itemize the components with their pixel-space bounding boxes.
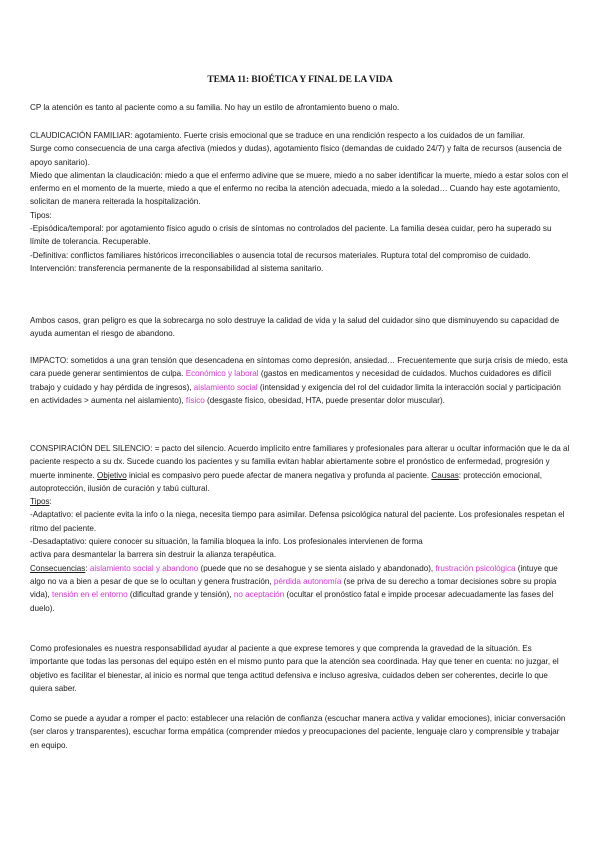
consecuencias-text-2: (intuye que algo no va a bien a pesar de que se lo ocultan y genera frustración,	[30, 563, 558, 586]
consecuencia-perdida-autonomia: pérdida autonomía	[273, 576, 342, 586]
objetivo-label: Objetivo	[97, 470, 127, 480]
consecuencia-no-aceptacion: no aceptación	[233, 590, 285, 600]
romper-pacto-paragraph: Como se puede a ayudar a romper el pacto: establecer una relación de confianza (escuchar manera activa y validar emociones), iniciar conversación (ser claros y transparentes), escuchar forma empática (comprender miedos y preocupaciones del paciente, lenguaje claro y comprensible y trabajar en equipo.	[30, 714, 566, 750]
impacto-highlight-fisico: físico	[185, 395, 205, 405]
impacto-text-3: (intensidad y exigencia del rol del cuidador limita la interacción social y participación en actividades > aumenta nel aislamiento),	[30, 382, 561, 405]
conspiracion-text-3: : protección emocional, autoprotección, ilusión de curación y tabú cultural.	[30, 470, 543, 493]
profesionales-paragraph: Como profesionales es nuestra responsabilidad ayudar al paciente a que exprese temores y que comprenda la gravedad de la situación. Es importante que todas las personas del equipo estén en el mismo punto para que la atención sea coordinada. Hay que tener en cuenta: no juzgar, el objetivo es facilitar el bienestar, al inicio es normal que tenga actitud defensiva e incluso agresiva, cuidados deben ser coherentes, decirle lo que quiera saber.	[30, 644, 559, 693]
ambos-paragraph: Ambos casos, gran peligro es que la sobrecarga no solo destruye la calidad de vida y la salud del cuidador sino que disminuyendo su capacidad de ayuda aumentan el riesgo de abandono.	[30, 316, 560, 339]
conspiracion-section	[30, 442, 570, 615]
impacto-text-2: (gastos en medicamentos y necesidad de cuidados. Muchos cuidadores es difícil trabajo y cuidado y hay pérdida de ingresos),	[30, 369, 552, 392]
tipo-desadaptativo-2: activa para desmantelar la barrera sin destruir la alianza terapéutica.	[30, 550, 277, 560]
impacto-text-1: IMPACTO: sometidos a una gran tensión que desencadena en síntomas como depresión, ansiedad… Frecuentemente que surja crisis de miedo, esta cara puede generar sentimientos de culpa.	[30, 356, 568, 379]
claudicacion-tipo-definitiva: -Definitiva: conflictos familiares históricos irreconciliables o ausencia total de recursos materiales. Ruptura total del compromiso de cuidado. Intervención: transferencia permanente de la responsabilidad al sistema sanitario.	[30, 250, 531, 273]
tipo-adaptativo: -Adaptativo: el paciente evita la info o la niega, necesita tiempo para asimilar. Defensa psicológica natural del paciente. Los profesionales respetan el ritmo del paciente.	[30, 510, 565, 533]
consecuencias-text-1: (puede que no se desahogue y se sienta aislado y abandonado),	[198, 563, 436, 573]
claudicacion-heading: CLAUDICACIÓN FAMILIAR: agotamiento. Fuerte crisis emocional que se traduce en una rendición respecto a los cuidados de un familiar.	[30, 131, 525, 140]
claudicacion-tipos-label: Tipos:	[30, 210, 52, 220]
consecuencias-text-5: (ocultar el pronóstico fatal e impide procesar adecuadamente las fases del duelo).	[30, 590, 554, 613]
claudicacion-section	[30, 129, 570, 275]
causas-label: Causas	[431, 470, 459, 480]
impacto-highlight-economico: Económico y laboral	[185, 369, 259, 379]
conspiracion-text-2: inicial es compasivo pero puede afectar de manera negativa y profunda al paciente.	[126, 470, 432, 480]
consecuencia-tension: tensión en el entorno	[52, 590, 128, 600]
conspiracion-tipos-colon: :	[49, 497, 52, 507]
consecuencia-frustracion: frustración psicológica	[435, 563, 516, 573]
consecuencias-text-4: (dificultad grande y tensión),	[127, 590, 234, 600]
claudicacion-miedos: Miedo que alimentan la claudicación: miedo a que el enfermo adivine que se muere, miedo a no saber identificar la muerte, miedo a estar solos con el enfermo en el momento de la muerte, miedo a que el enfermo no reciba la atención adecuada, miedo a la soledad… Cuando hay este agotamiento, solicitan de manera reiterada la hospitalización.	[30, 170, 569, 207]
impacto-paragraph	[30, 354, 570, 407]
conspiracion-tipos-label: Tipos	[30, 497, 50, 507]
intro-paragraph: CP la atención es tanto al paciente como a su familia. No hay un estilo de afrontamiento bueno o malo.	[30, 103, 400, 112]
consecuencias-label: Consecuencias	[30, 563, 86, 573]
document-title: TEMA 11: BIOÉTICA Y FINAL DE LA VIDA	[207, 75, 393, 85]
impacto-text-4: (desgaste físico, obesidad, HTA, puede presentar dolor muscular).	[204, 395, 445, 405]
consecuencias-paragraph	[30, 562, 570, 615]
conspiracion-text-1: CONSPIRACIÓN DEL SILENCIO: = pacto del silencio. Acuerdo implícito entre familiares y profesionales para alterar u ocultar información que le da al paciente respecto a su dx. Sucede cuando los pacientes y su familia evitan hablar abiertamente sobre el pronóstico de enfermedad, progresión y muerte inminente.	[30, 444, 570, 480]
conspiracion-tipos-heading	[30, 495, 570, 508]
claudicacion-surge: Surge como consecuencia de una carga afectiva (miedos y dudas), agotamiento físico (demandas de cuidado 24/7) y falta de recursos (ausencia de apoyo sanitario).	[30, 144, 562, 167]
tipo-desadaptativo-1: -Desadaptativo: quiere conocer su situación, la familia bloquea la info. Los profesionales intervienen de forma	[30, 537, 423, 547]
consecuencias-sep: :	[85, 563, 90, 573]
claudicacion-tipo-episodica: -Episódica/temporal: por agotamiento físico agudo o crisis de síntomas no controlados del paciente. La familia desea cuidar, pero ha superado su límite de tolerancia. Recuperable.	[30, 224, 552, 247]
consecuencias-text-3: (se priva de su derecho a tomar decisiones sobre su propia vida),	[30, 576, 557, 600]
consecuencia-aislamiento: aislamiento social y abandono	[89, 563, 199, 573]
impacto-highlight-aislamiento: aislamiento social	[193, 382, 258, 392]
conspiracion-intro	[30, 442, 570, 495]
